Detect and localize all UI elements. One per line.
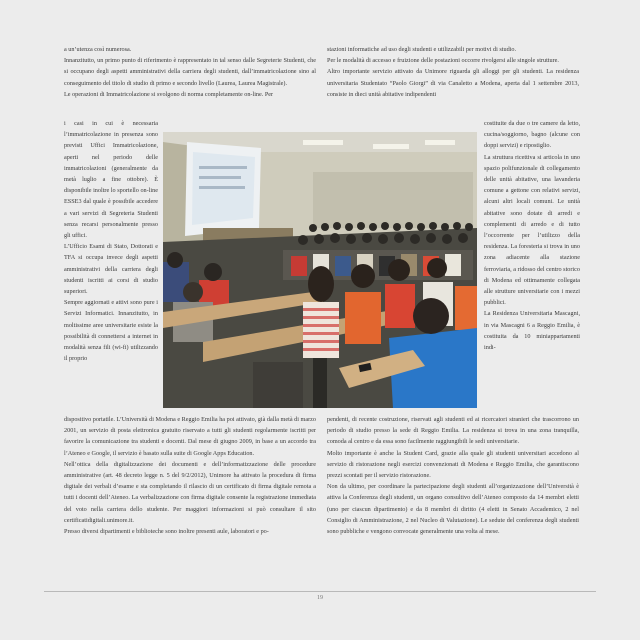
paragraph: costituite da due o tre camere da letto, cucina/soggiorno, bagno (alcune con doppi servizi) e ripostiglio.: [484, 120, 580, 150]
footer-rule: [44, 591, 596, 592]
paragraph: Non da ultimo, per coordinare la partecipazione degli studenti all’organizzazione dell’Università è attiva la Conferenza degli studenti, un organo consultivo dell’Ateneo composto da 14 membri eletti (uno per ciascun dipartimento) e da 8 membri di diritto (4 eletti in Senato Accademico, 2 nel Consiglio di Amministrazione, 2 nel Nucleo di Valutazione). Le sedute del conferenza degli studenti sono pubbliche e vengono convocate generalmente una volta al mese.: [327, 483, 579, 536]
paragraph: Altro importante servizio attivato da Unimore riguarda gli alloggi per gli studenti. La residenza universitaria Studentato “Paolo Giorgi” di via Canaletto a Modena, aperta dal 1 settembre 2013, consiste in dieci unità abitative indipendenti: [327, 68, 579, 98]
paragraph: Molto importante è anche la Student Card, grazie alla quale gli studenti universitari accedono al servizio di ristorazione negli esercizi convenzionati di Modena e Reggio Emilia, che garantiscono prezzi scontati per il servizio ristorazione.: [327, 449, 579, 480]
paragraph: i casi in cui è necessaria l’immatricolazione in presenza sono previsti Uffici Immatricolazione, aperti nel periodo delle immatricolazioni (generalmente da metà luglio a fine ottobre). È disponibile inoltre lo sportello on-line ESSE3 dal quale è possibile accedere a vari servizi di Segreteria Studenti senza recarsi personalmente presso gli uffici.: [64, 120, 158, 240]
paragraph: Per le modalità di accesso e fruizione delle postazioni occorre rivolgersi alle singole strutture.: [327, 57, 559, 65]
paragraph: a un’utenza così numerosa.: [64, 46, 132, 53]
lecture-hall-illustration: [163, 132, 477, 408]
paragraph: stazioni informatiche ad uso degli studenti e utilizzabili per motivi di studio.: [327, 46, 517, 53]
paragraph: Sempre aggiornati e attivi sono pure i Servizi Informatici. Innanzitutto, in moltissime aree universitarie esiste la possibilità di connettersi a internet in modalità senza fili (wi-fi) utilizzando il proprio: [64, 299, 158, 363]
right-narrow-column: [484, 118, 580, 353]
paragraph: Le operazioni di Immatricolazione si svolgono di norma completamente on-line. Per: [64, 90, 274, 98]
lecture-hall-photo: [163, 132, 477, 408]
paragraph: pendenti, di recente costruzione, riservati agli studenti ed ai ricercatori stranieri che trascorrono un periodo di studio presso la sede di Reggio Emilia. La residenza si trova in una zona tranquilla, comoda al centro e da essa sono facilmente raggiungibili le sedi universitarie.: [327, 416, 579, 446]
paragraph: Nell’ottica della digitalizzazione dei documenti e dell’informatizzazione delle procedure amministrative (art. 48 decreto legge n. 5 del 9/2/2012), Unimore ha attivato la procedura di firma digitale dei verbali d’esame e sta completando il rilascio di un certificato di firma digitale remota a tutti i docenti dell’Ateneo. La verbalizzazione con firma digitale consente la registrazione immediata del voto nella carriera dello studente. Per maggiori informazioni si può consultare il sito certificatidigitali.unimore.it.: [64, 460, 316, 524]
left-narrow-column: [64, 118, 158, 364]
paragraph: La Residenza Universitaria Mascagni, in via Mascagni 6 a Reggio Emilia, è costituita da 10 miniappartamenti indi-: [484, 310, 580, 352]
paragraph: L’Ufficio Esami di Stato, Dottorati e TFA si occupa invece degli aspetti amministrativi della carriera degli studenti iscritti ai corsi di studio superiori.: [64, 243, 158, 296]
right-column-bottom: [327, 414, 579, 537]
right-column-top: [327, 44, 579, 100]
paragraph: dispositivo portatile. L’Università di Modena e Reggio Emilia ha poi attivato, già dalla metà di marzo 2001, un servizio di posta elettronica gratuito riservato a tutti gli studenti regolarmente iscritti per favorire la comunicazione tra studenti e docenti. Dal mese di giugno 2009, in base a un accordo tra l’Ateneo e Google, il servizio è basato sulla suite di Google Apps Education.: [64, 416, 316, 457]
left-column-bottom: [64, 414, 316, 537]
page-number: 19: [317, 595, 323, 601]
paragraph: Innanzitutto, un primo punto di riferimento è rappresentato in tal senso dalle Segreterie Studenti, che si occupano degli aspetti amministrativi della carriera degli studenti, dall’immatricolazione sino al conseguimento del titolo di studio di primo e secondo livello (Laurea, Laurea Magistrale).: [64, 57, 316, 87]
left-column-top: [64, 44, 316, 100]
paragraph: La struttura ricettiva si articola in uno spazio polifunzionale di collegamento delle unità abitative, una lavanderia comune a gettone con relativi servizi, alcuni altri locali comuni. Le unità abitative sono dotate di arredi e complementi di arredo e di tutto l’occorrente per l’utilizzo della residenza. La foresteria si trova in uno zona adiacente alla stazione ferroviaria, a ridosso del centro storico di Modena ed ottimamente collegata alle strutture universitarie con i mezzi pubblici.: [484, 153, 580, 307]
paragraph: Presso diversi dipartimenti e biblioteche sono inoltre presenti aule, laboratori e po-: [64, 528, 269, 536]
